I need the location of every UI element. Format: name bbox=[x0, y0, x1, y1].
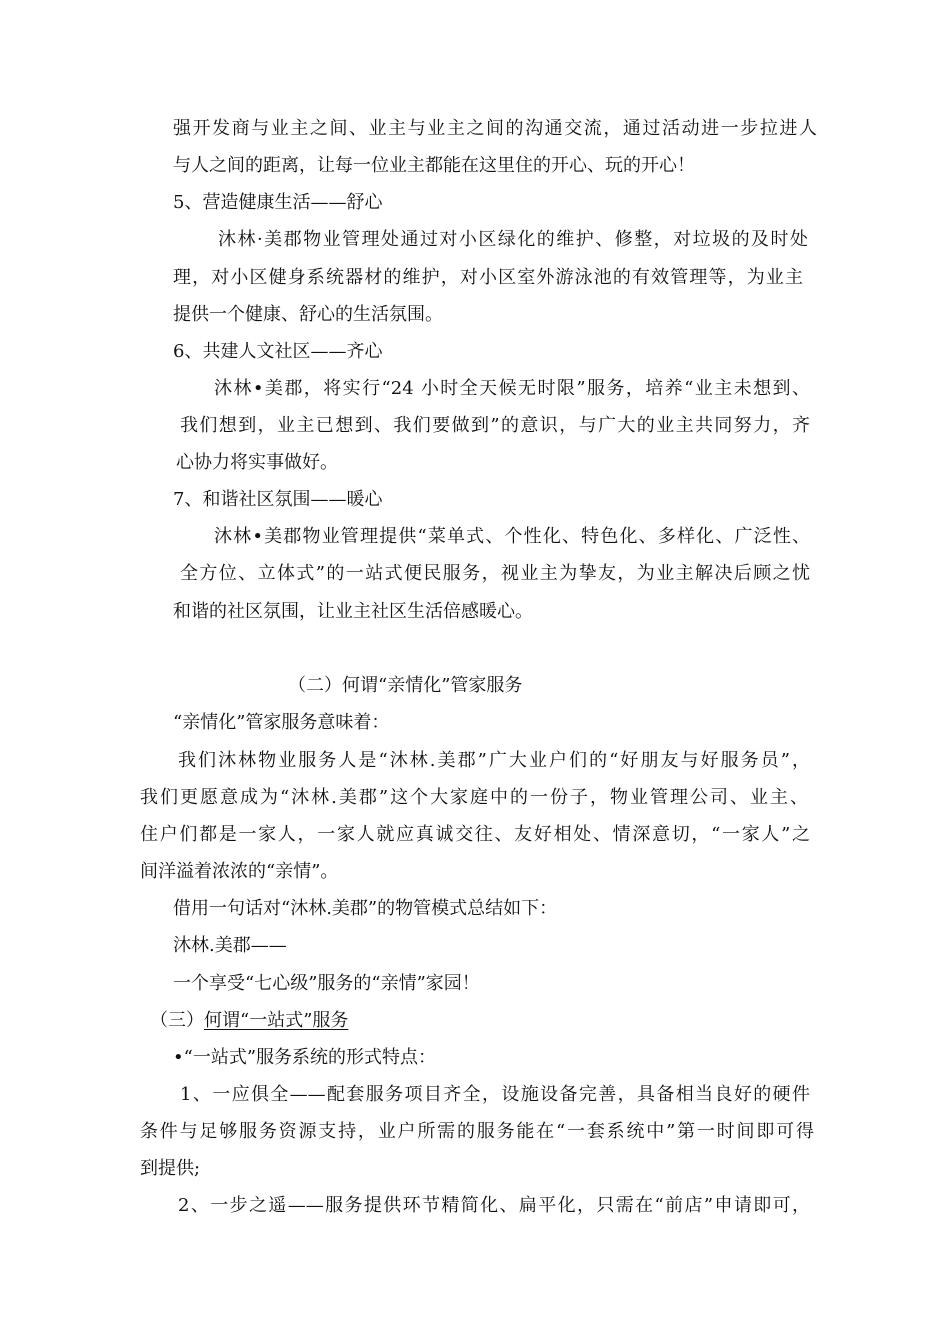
item5-line-2: 理，对小区健身系统器材的维护，对小区室外游泳池的有效管理等，为业主 bbox=[173, 267, 803, 288]
section3-item1-line-1: 1、一应俱全——配套服务项目齐全，设施设备完善，具备相当良好的硬件 bbox=[180, 1084, 810, 1105]
section2-brand-line: 沐林.美郡—— bbox=[173, 935, 287, 956]
item5-line-1: 沐林·美郡物业管理处通过对小区绿化的维护、修整，对垃圾的及时处 bbox=[218, 229, 808, 250]
section2-slogan: 一个享受“七心级”服务的“亲情”家园！ bbox=[173, 973, 480, 994]
section2-lead: “亲情化”管家服务意味着： bbox=[173, 712, 390, 733]
item7-line-2: 全方位、立体式”的一站式便民服务，视业主为挚友，为业主解决后顾之忧 bbox=[180, 563, 810, 584]
item5-heading: 5、营造健康生活——舒心 bbox=[173, 192, 383, 213]
section3-item2-line-1: 2、一步之遥——服务提供环节精简化、扁平化，只需在“前店”申请即可， bbox=[178, 1195, 810, 1216]
item6-heading: 6、共建人文社区——齐心 bbox=[173, 341, 383, 362]
section3-prefix: （三） bbox=[150, 1010, 204, 1031]
item6-line-2: 我们想到，业主已想到、我们要做到”的意识，与广大的业主共同努力，齐 bbox=[180, 415, 810, 436]
item6-line-1: 沐林•美郡，将实行“24 小时全天候无时限”服务，培养“业主未想到、 bbox=[214, 378, 810, 399]
section2-para-line-2: 我们更愿意成为“沐林.美郡”这个大家庭中的一份子，物业管理公司、业主、 bbox=[140, 787, 808, 808]
section3-bullet: •“一站式”服务系统的形式特点： bbox=[173, 1047, 437, 1068]
item7-line-3: 和谐的社区氛围，让业主社区生活倍感暖心。 bbox=[173, 601, 533, 622]
section3-title: 何谓“一站式”服务 bbox=[204, 1010, 349, 1031]
item7-heading: 7、和谐社区氛围——暖心 bbox=[173, 489, 383, 510]
item5-line-3: 提供一个健康、舒心的生活氛围。 bbox=[173, 304, 443, 325]
section3-heading bbox=[150, 1009, 348, 1033]
section2-para-line-3: 住户们都是一家人，一家人就应真诚交往、友好相处、情深意切，“一家人”之 bbox=[140, 824, 810, 845]
section3-item1-line-3: 到提供; bbox=[140, 1158, 201, 1179]
intro-line-2: 与人之间的距离，让每一位业主都能在这里住的开心、玩的开心！ bbox=[173, 155, 695, 176]
section2-para-line-1: 我们沐林物业服务人是“沐林.美郡”广大业户们的“好朋友与好服务员”， bbox=[178, 750, 810, 771]
item7-line-1: 沐林•美郡物业管理提供“菜单式、个性化、特色化、多样化、广泛性、 bbox=[214, 526, 810, 547]
section2-para-line-4: 间洋溢着浓浓的“亲情”。 bbox=[140, 861, 339, 882]
section2-title: （二）何谓“亲情化”管家服务 bbox=[288, 675, 523, 696]
section2-summary-intro: 借用一句话对“沐林.美郡”的物管模式总结如下： bbox=[173, 898, 558, 919]
section3-item1-line-2: 条件与足够服务资源支持，业户所需的服务能在“一套系统中”第一时间即可得 bbox=[140, 1121, 814, 1142]
intro-line-1: 强开发商与业主之间、业主与业主之间的沟通交流，通过活动进一步拉进人 bbox=[173, 118, 817, 139]
item6-line-3: 心协力将实事做好。 bbox=[176, 452, 338, 473]
